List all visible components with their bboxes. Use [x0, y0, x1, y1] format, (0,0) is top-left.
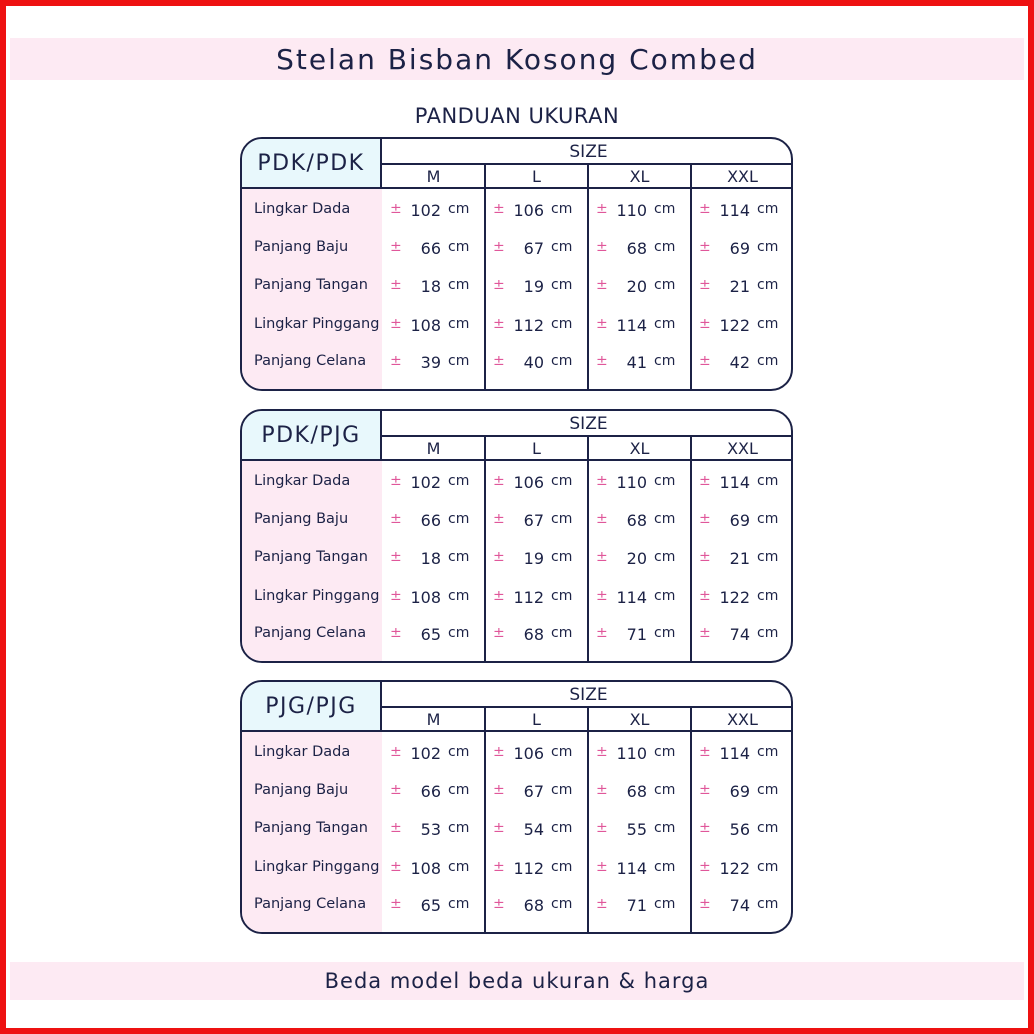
- unit-label: cm: [654, 277, 676, 293]
- row-label: Lingkar Pinggang: [254, 859, 380, 875]
- plus-minus-sign: ±: [390, 239, 402, 255]
- measurement-cell: [485, 549, 588, 569]
- measurement-value: 69: [729, 782, 750, 801]
- unit-label: cm: [448, 820, 470, 836]
- plus-minus-sign: ±: [596, 549, 608, 565]
- plus-minus-sign: ±: [699, 353, 711, 369]
- measurement-value: 39: [420, 353, 441, 372]
- unit-label: cm: [448, 782, 470, 798]
- unit-label: cm: [654, 316, 676, 332]
- table-name: PDK/PJG: [242, 411, 382, 461]
- measurement-value: 71: [626, 896, 647, 915]
- row-label: Lingkar Pinggang: [254, 588, 380, 604]
- measurement-value: 21: [729, 549, 750, 568]
- plus-minus-sign: ±: [493, 744, 505, 760]
- unit-label: cm: [551, 588, 573, 604]
- unit-label: cm: [551, 239, 573, 255]
- unit-label: cm: [757, 859, 779, 875]
- unit-label: cm: [654, 549, 676, 565]
- unit-label: cm: [654, 473, 676, 489]
- unit-label: cm: [448, 625, 470, 641]
- plus-minus-sign: ±: [699, 588, 711, 604]
- measurement-cell: [691, 353, 793, 373]
- measurement-cell: [588, 201, 691, 221]
- measurement-value: 20: [626, 549, 647, 568]
- unit-label: cm: [757, 316, 779, 332]
- unit-label: cm: [551, 316, 573, 332]
- measurement-cell: [485, 353, 588, 373]
- plus-minus-sign: ±: [390, 277, 402, 293]
- unit-label: cm: [757, 239, 779, 255]
- plus-minus-sign: ±: [699, 744, 711, 760]
- measurement-value: 68: [523, 896, 544, 915]
- measurement-cell: [588, 549, 691, 569]
- measurement-cell: [485, 625, 588, 645]
- measurement-value: 18: [420, 277, 441, 296]
- measurement-cell: [382, 316, 485, 336]
- measurement-cell: [485, 820, 588, 840]
- unit-label: cm: [757, 782, 779, 798]
- plus-minus-sign: ±: [493, 511, 505, 527]
- plus-minus-sign: ±: [493, 859, 505, 875]
- measurement-cell: [691, 549, 793, 569]
- unit-label: cm: [654, 511, 676, 527]
- plus-minus-sign: ±: [390, 820, 402, 836]
- size-table-pjg-pjg: [240, 680, 793, 934]
- measurement-value: 71: [626, 625, 647, 644]
- unit-label: cm: [551, 625, 573, 641]
- plus-minus-sign: ±: [596, 239, 608, 255]
- unit-label: cm: [551, 744, 573, 760]
- plus-minus-sign: ±: [699, 201, 711, 217]
- measurement-value: 114: [616, 588, 647, 607]
- measurement-value: 114: [719, 201, 750, 220]
- measurement-cell: [691, 511, 793, 531]
- measurement-cell: [691, 316, 793, 336]
- measurement-value: 67: [523, 511, 544, 530]
- measurement-value: 108: [410, 588, 441, 607]
- measurement-cell: [382, 588, 485, 608]
- plus-minus-sign: ±: [390, 782, 402, 798]
- measurement-value: 68: [626, 239, 647, 258]
- measurement-cell: [691, 588, 793, 608]
- row-label: Lingkar Dada: [254, 473, 351, 489]
- measurement-cell: [382, 511, 485, 531]
- measurement-value: 19: [523, 549, 544, 568]
- size-label-m: M: [426, 167, 441, 186]
- measurement-value: 21: [729, 277, 750, 296]
- measurement-cell: [485, 859, 588, 879]
- unit-label: cm: [654, 239, 676, 255]
- size-label-xl: XL: [629, 439, 650, 458]
- measurement-cell: [485, 896, 588, 916]
- row-label: Panjang Baju: [254, 239, 349, 255]
- measurement-cell: [382, 353, 485, 373]
- measurement-value: 67: [523, 782, 544, 801]
- unit-label: cm: [448, 896, 470, 912]
- plus-minus-sign: ±: [390, 625, 402, 641]
- row-label: Panjang Celana: [254, 896, 367, 912]
- row-label: Lingkar Pinggang: [254, 316, 380, 332]
- plus-minus-sign: ±: [699, 625, 711, 641]
- title-band: [10, 38, 1024, 80]
- measurement-value: 40: [523, 353, 544, 372]
- measurement-value: 114: [616, 316, 647, 335]
- measurement-value: 110: [616, 473, 647, 492]
- plus-minus-sign: ±: [699, 277, 711, 293]
- plus-minus-sign: ±: [493, 277, 505, 293]
- footer-note: Beda model beda ukuran & harga: [324, 969, 710, 993]
- measurement-value: 110: [616, 744, 647, 763]
- size-guide-heading: PANDUAN UKURAN: [414, 104, 620, 128]
- plus-minus-sign: ±: [596, 820, 608, 836]
- measurement-value: 74: [729, 896, 750, 915]
- table-name: PDK/PDK: [242, 139, 382, 189]
- unit-label: cm: [654, 744, 676, 760]
- plus-minus-sign: ±: [493, 239, 505, 255]
- measurement-value: 41: [626, 353, 647, 372]
- measurement-value: 66: [420, 239, 441, 258]
- plus-minus-sign: ±: [596, 588, 608, 604]
- table-name: PJG/PJG: [242, 682, 382, 732]
- row-label: Panjang Tangan: [254, 277, 368, 293]
- size-table-pdk-pjg: [240, 409, 793, 663]
- plus-minus-sign: ±: [699, 859, 711, 875]
- measurement-cell: [485, 473, 588, 493]
- size-header: SIZE: [569, 685, 608, 705]
- unit-label: cm: [448, 473, 470, 489]
- measurement-cell: [485, 316, 588, 336]
- unit-label: cm: [551, 820, 573, 836]
- plus-minus-sign: ±: [596, 353, 608, 369]
- measurement-cell: [485, 744, 588, 764]
- measurement-value: 110: [616, 201, 647, 220]
- plus-minus-sign: ±: [596, 782, 608, 798]
- unit-label: cm: [551, 201, 573, 217]
- measurement-cell: [691, 239, 793, 259]
- measurement-value: 65: [420, 896, 441, 915]
- plus-minus-sign: ±: [390, 859, 402, 875]
- unit-label: cm: [757, 625, 779, 641]
- measurement-cell: [691, 896, 793, 916]
- unit-label: cm: [654, 353, 676, 369]
- size-label-l: L: [532, 710, 541, 729]
- unit-label: cm: [757, 820, 779, 836]
- row-label: Lingkar Dada: [254, 744, 351, 760]
- unit-label: cm: [757, 277, 779, 293]
- plus-minus-sign: ±: [493, 625, 505, 641]
- measurement-value: 102: [410, 201, 441, 220]
- measurement-cell: [588, 353, 691, 373]
- measurement-cell: [588, 859, 691, 879]
- size-label-l: L: [532, 167, 541, 186]
- size-label-xxl: XXL: [727, 167, 758, 186]
- plus-minus-sign: ±: [390, 201, 402, 217]
- plus-minus-sign: ±: [493, 782, 505, 798]
- measurement-value: 74: [729, 625, 750, 644]
- measurement-value: 68: [626, 511, 647, 530]
- plus-minus-sign: ±: [493, 549, 505, 565]
- plus-minus-sign: ±: [493, 820, 505, 836]
- plus-minus-sign: ±: [596, 277, 608, 293]
- measurement-cell: [691, 473, 793, 493]
- row-label: Panjang Baju: [254, 511, 349, 527]
- unit-label: cm: [757, 201, 779, 217]
- row-label: Panjang Celana: [254, 625, 367, 641]
- measurement-cell: [485, 782, 588, 802]
- measurement-cell: [485, 277, 588, 297]
- measurement-value: 114: [719, 473, 750, 492]
- measurement-cell: [485, 239, 588, 259]
- plus-minus-sign: ±: [493, 353, 505, 369]
- unit-label: cm: [757, 588, 779, 604]
- footer-band: [10, 962, 1024, 1000]
- row-label: Panjang Celana: [254, 353, 367, 369]
- measurement-cell: [588, 239, 691, 259]
- measurement-value: 66: [420, 511, 441, 530]
- measurement-value: 102: [410, 473, 441, 492]
- measurement-cell: [588, 511, 691, 531]
- row-label: Panjang Tangan: [254, 820, 368, 836]
- plus-minus-sign: ±: [699, 473, 711, 489]
- unit-label: cm: [551, 353, 573, 369]
- plus-minus-sign: ±: [493, 473, 505, 489]
- unit-label: cm: [448, 859, 470, 875]
- plus-minus-sign: ±: [699, 316, 711, 332]
- unit-label: cm: [551, 473, 573, 489]
- size-label-xxl: XXL: [727, 439, 758, 458]
- unit-label: cm: [448, 201, 470, 217]
- measurement-cell: [382, 473, 485, 493]
- measurement-cell: [588, 782, 691, 802]
- unit-label: cm: [551, 859, 573, 875]
- plus-minus-sign: ±: [390, 511, 402, 527]
- unit-label: cm: [654, 896, 676, 912]
- measurement-cell: [382, 549, 485, 569]
- measurement-value: 68: [626, 782, 647, 801]
- measurement-cell: [382, 820, 485, 840]
- plus-minus-sign: ±: [493, 201, 505, 217]
- row-label: Panjang Baju: [254, 782, 349, 798]
- measurement-cell: [485, 511, 588, 531]
- measurement-value: 102: [410, 744, 441, 763]
- measurement-cell: [382, 201, 485, 221]
- measurement-cell: [588, 316, 691, 336]
- measurement-value: 66: [420, 782, 441, 801]
- unit-label: cm: [654, 782, 676, 798]
- measurement-value: 19: [523, 277, 544, 296]
- size-label-m: M: [426, 439, 441, 458]
- plus-minus-sign: ±: [596, 201, 608, 217]
- measurement-value: 56: [729, 820, 750, 839]
- size-header: SIZE: [569, 142, 608, 162]
- size-header: SIZE: [569, 414, 608, 434]
- size-label-m: M: [426, 710, 441, 729]
- plus-minus-sign: ±: [699, 511, 711, 527]
- plus-minus-sign: ±: [596, 316, 608, 332]
- plus-minus-sign: ±: [390, 744, 402, 760]
- unit-label: cm: [448, 549, 470, 565]
- measurement-cell: [485, 588, 588, 608]
- size-label-l: L: [532, 439, 541, 458]
- plus-minus-sign: ±: [596, 744, 608, 760]
- measurement-value: 108: [410, 316, 441, 335]
- plus-minus-sign: ±: [390, 316, 402, 332]
- measurement-value: 114: [719, 744, 750, 763]
- plus-minus-sign: ±: [390, 549, 402, 565]
- unit-label: cm: [757, 473, 779, 489]
- unit-label: cm: [551, 549, 573, 565]
- plus-minus-sign: ±: [699, 820, 711, 836]
- unit-label: cm: [448, 511, 470, 527]
- size-table-pdk-pdk: [240, 137, 793, 391]
- measurement-value: 122: [719, 316, 750, 335]
- plus-minus-sign: ±: [493, 896, 505, 912]
- measurement-value: 69: [729, 511, 750, 530]
- unit-label: cm: [757, 896, 779, 912]
- measurement-cell: [691, 277, 793, 297]
- plus-minus-sign: ±: [390, 353, 402, 369]
- unit-label: cm: [448, 744, 470, 760]
- unit-label: cm: [654, 201, 676, 217]
- measurement-cell: [588, 277, 691, 297]
- measurement-cell: [382, 782, 485, 802]
- measurement-value: 112: [513, 316, 544, 335]
- measurement-value: 122: [719, 588, 750, 607]
- measurement-cell: [691, 625, 793, 645]
- measurement-value: 67: [523, 239, 544, 258]
- plus-minus-sign: ±: [493, 588, 505, 604]
- measurement-cell: [382, 625, 485, 645]
- size-label-xxl: XXL: [727, 710, 758, 729]
- plus-minus-sign: ±: [596, 625, 608, 641]
- unit-label: cm: [757, 353, 779, 369]
- plus-minus-sign: ±: [390, 473, 402, 489]
- measurement-cell: [588, 896, 691, 916]
- measurement-value: 69: [729, 239, 750, 258]
- measurement-cell: [382, 744, 485, 764]
- measurement-value: 122: [719, 859, 750, 878]
- measurement-cell: [382, 859, 485, 879]
- plus-minus-sign: ±: [699, 549, 711, 565]
- unit-label: cm: [654, 625, 676, 641]
- measurement-value: 106: [513, 473, 544, 492]
- plus-minus-sign: ±: [596, 859, 608, 875]
- unit-label: cm: [448, 353, 470, 369]
- measurement-value: 114: [616, 859, 647, 878]
- measurement-cell: [691, 820, 793, 840]
- unit-label: cm: [654, 820, 676, 836]
- measurement-cell: [588, 588, 691, 608]
- page-title: Stelan Bisban Kosong Combed: [276, 42, 758, 76]
- plus-minus-sign: ±: [596, 473, 608, 489]
- measurement-cell: [588, 625, 691, 645]
- measurement-cell: [485, 201, 588, 221]
- measurement-value: 68: [523, 625, 544, 644]
- measurement-cell: [588, 820, 691, 840]
- plus-minus-sign: ±: [699, 239, 711, 255]
- row-label: Panjang Tangan: [254, 549, 368, 565]
- unit-label: cm: [551, 511, 573, 527]
- measurement-cell: [691, 859, 793, 879]
- unit-label: cm: [757, 744, 779, 760]
- plus-minus-sign: ±: [596, 896, 608, 912]
- unit-label: cm: [551, 896, 573, 912]
- measurement-value: 18: [420, 549, 441, 568]
- plus-minus-sign: ±: [699, 896, 711, 912]
- plus-minus-sign: ±: [390, 588, 402, 604]
- unit-label: cm: [448, 588, 470, 604]
- measurement-value: 55: [626, 820, 647, 839]
- measurement-cell: [691, 201, 793, 221]
- plus-minus-sign: ±: [596, 511, 608, 527]
- measurement-cell: [691, 744, 793, 764]
- measurement-value: 108: [410, 859, 441, 878]
- unit-label: cm: [757, 549, 779, 565]
- row-label: Lingkar Dada: [254, 201, 351, 217]
- unit-label: cm: [448, 316, 470, 332]
- measurement-cell: [691, 782, 793, 802]
- unit-label: cm: [757, 511, 779, 527]
- unit-label: cm: [448, 277, 470, 293]
- unit-label: cm: [448, 239, 470, 255]
- measurement-value: 65: [420, 625, 441, 644]
- size-label-xl: XL: [629, 710, 650, 729]
- unit-label: cm: [551, 277, 573, 293]
- measurement-value: 112: [513, 588, 544, 607]
- plus-minus-sign: ±: [699, 782, 711, 798]
- measurement-value: 112: [513, 859, 544, 878]
- plus-minus-sign: ±: [390, 896, 402, 912]
- measurement-value: 54: [523, 820, 544, 839]
- unit-label: cm: [551, 782, 573, 798]
- measurement-value: 42: [729, 353, 750, 372]
- unit-label: cm: [654, 588, 676, 604]
- measurement-cell: [382, 896, 485, 916]
- measurement-value: 106: [513, 744, 544, 763]
- measurement-cell: [382, 239, 485, 259]
- measurement-value: 20: [626, 277, 647, 296]
- size-label-xl: XL: [629, 167, 650, 186]
- measurement-cell: [382, 277, 485, 297]
- measurement-cell: [588, 473, 691, 493]
- measurement-value: 106: [513, 201, 544, 220]
- measurement-cell: [588, 744, 691, 764]
- plus-minus-sign: ±: [493, 316, 505, 332]
- measurement-value: 53: [420, 820, 441, 839]
- unit-label: cm: [654, 859, 676, 875]
